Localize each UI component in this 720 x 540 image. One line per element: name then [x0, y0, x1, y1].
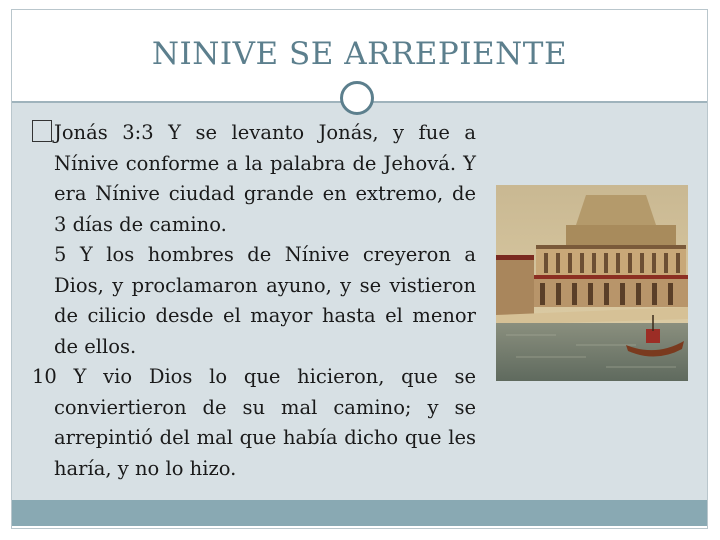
slide-title: NINIVE SE ARREPIENTE [151, 36, 568, 72]
paragraph-verse-10 [32, 362, 476, 484]
footer-bar [12, 500, 707, 526]
body-text [32, 118, 476, 484]
paragraph-verse-3 [32, 118, 476, 240]
nineveh-city-image [496, 185, 688, 381]
paragraph-verse-5: 5 Y los hombres de Nínive creyeron a Dios, y proclamaron ayuno, y se vistieron de cilicio desde el mayor hasta el menor de ellos. [54, 243, 476, 358]
divider-circle-ornament [340, 81, 374, 115]
verse-10-text: 10 Y vio Dios lo que hicieron, que se conviertieron de su mal camino; y se arrepintió del mal que había dicho que les haría, y no lo hizo. [32, 365, 476, 480]
verse-3-text: Jonás 3:3 Y se levanto Jonás, y fue a Nínive conforme a la palabra de Jehová. Y era Nínive ciudad grande en extremo, de 3 días de camino. [54, 121, 476, 236]
missing-glyph-bullet-icon [32, 120, 52, 142]
nineveh-illustration [496, 185, 688, 381]
